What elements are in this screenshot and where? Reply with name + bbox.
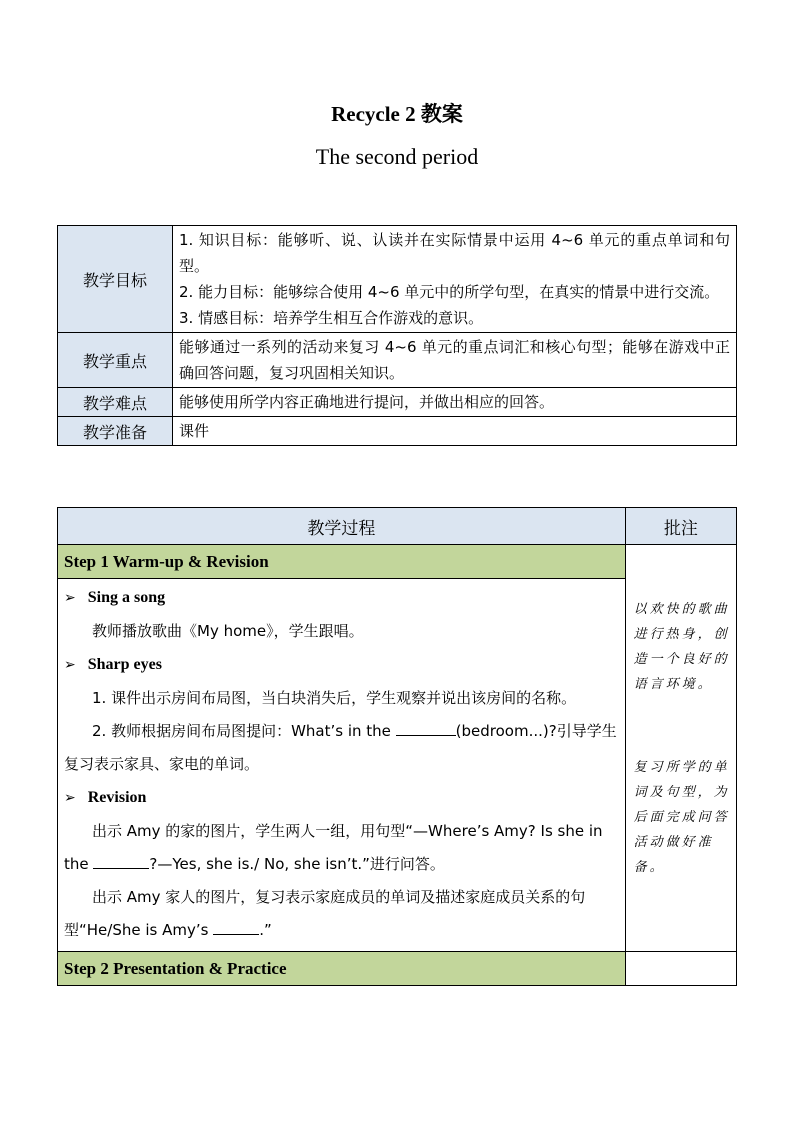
arrow-bullet-icon: ➢	[64, 657, 76, 673]
note-item: 复习所学的单词及句型，为后面完成问答活动做好准备。	[633, 760, 730, 875]
text-segment: 2. 教师根据房间布局图提问：What’s in the	[92, 722, 396, 740]
page-title: Recycle 2 教案	[331, 102, 463, 126]
step-2-heading: Step 2 Presentation & Practice	[58, 952, 626, 986]
sing-heading: Sing a song	[87, 589, 166, 606]
notes-cell-empty	[625, 952, 736, 986]
text-segment: (bedroom...)?引导学生复习表示家具、家电的单词。	[64, 722, 617, 773]
revision-text-1	[64, 815, 619, 881]
goal-item: 1. 知识目标：能够听、说、认读并在实际情景中运用 4~6 单元的重点单词和句型。	[179, 231, 730, 275]
sharp-text-2	[64, 715, 619, 781]
text-segment: ?—Yes, she is./ No, she isn’t.”进行问答。	[149, 855, 445, 873]
table-row	[58, 333, 737, 388]
prep-cell: 课件	[173, 417, 737, 446]
revision-text-2	[64, 881, 619, 947]
prep-label: 教学准备	[58, 417, 173, 446]
goal-item: 2. 能力目标：能够综合使用 4~6 单元中的所学句型，在真实的情景中进行交流。	[179, 283, 720, 301]
notes-cell	[625, 545, 736, 952]
notes-header: 批注	[625, 508, 736, 545]
note-item: 以欢快的歌曲进行热身，创造一个良好的语言环境。	[633, 602, 730, 692]
table-header-row	[58, 508, 737, 545]
text-segment: 出示 Amy 的家的图片，学生两人一组，用句型“—Where’s Amy? Is she in the	[64, 822, 603, 873]
objectives-table	[57, 225, 737, 446]
sing-text: 教师播放歌曲《My home》，学生跟唱。	[92, 622, 364, 640]
key-label: 教学重点	[58, 333, 173, 388]
difficulty-cell: 能够使用所学内容正确地进行提问，并做出相应的回答。	[173, 388, 737, 417]
sharp-heading: Sharp eyes	[87, 656, 162, 673]
process-table	[57, 507, 737, 986]
blank-line	[93, 850, 149, 869]
process-header: 教学过程	[58, 508, 626, 545]
sharp-text-1: 1. 课件出示房间布局图，当白块消失后，学生观察并说出该房间的名称。	[92, 689, 577, 707]
table-row	[58, 417, 737, 446]
arrow-bullet-icon: ➢	[64, 790, 76, 806]
goal-item: 3. 情感目标：培养学生相互合作游戏的意识。	[179, 309, 484, 327]
arrow-bullet-icon: ➢	[64, 590, 76, 606]
table-row	[58, 952, 737, 986]
list-item	[64, 648, 619, 682]
blank-line	[213, 916, 259, 935]
text-segment: 出示 Amy 家人的图片，复习表示家庭成员的单词及描述家庭成员关系的句型“He/She is Amy’s	[64, 888, 586, 939]
table-row	[58, 388, 737, 417]
list-item	[64, 781, 619, 815]
table-row	[58, 545, 737, 579]
revision-heading: Revision	[87, 789, 147, 806]
step-1-content	[58, 579, 626, 952]
step-1-heading: Step 1 Warm-up & Revision	[58, 545, 626, 579]
difficulty-label: 教学难点	[58, 388, 173, 417]
goals-cell	[173, 226, 737, 333]
text-segment: .”	[259, 921, 272, 939]
blank-line	[396, 717, 456, 736]
list-item	[64, 581, 619, 615]
table-row	[58, 226, 737, 333]
key-cell: 能够通过一系列的活动来复习 4~6 单元的重点词汇和核心句型；能够在游戏中正确回答问题，复习巩固相关知识。	[173, 333, 737, 388]
page-subtitle: The second period	[315, 144, 479, 169]
goals-label: 教学目标	[58, 226, 173, 333]
